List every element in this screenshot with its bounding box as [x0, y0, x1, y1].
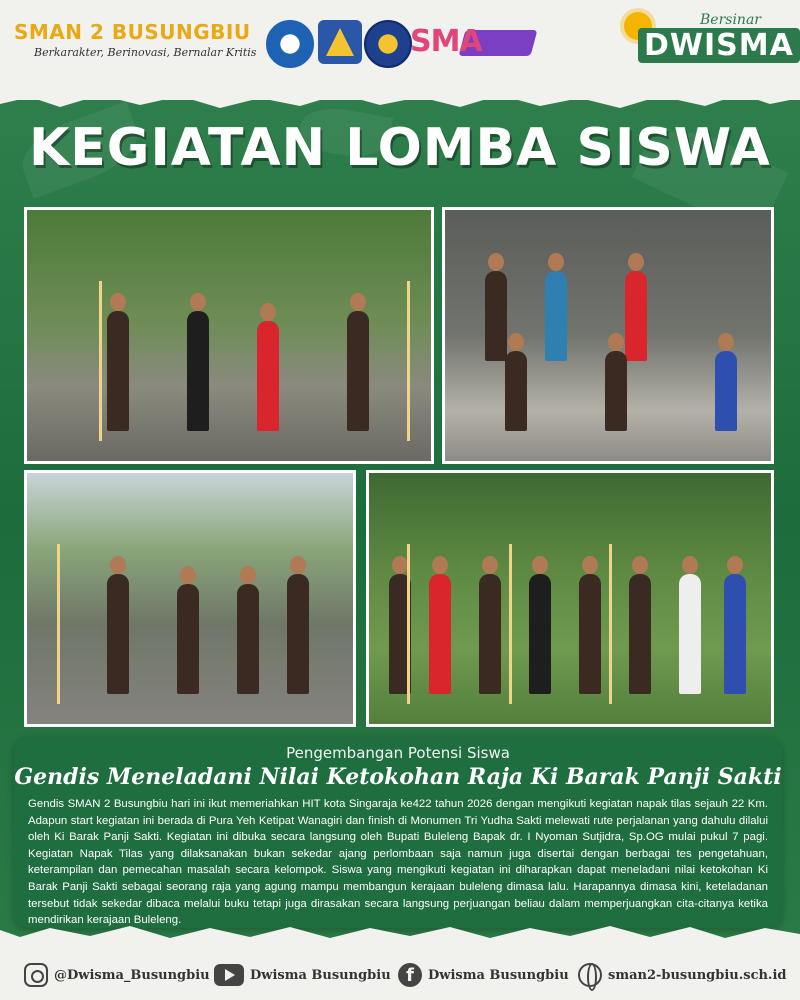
- article-card: [14, 738, 782, 928]
- article-body: Gendis SMAN 2 Busungbiu hari ini ikut memeriahkan HIT kota Singaraja ke422 tahun 2026 dengan mengikuti kegiatan napak tilas sejauh 22 Km. Adapun start kegiatan ini berada di Pura Yeh Ketipat Wanagiri dan finish di Monumen Tri Yudha Sakti melewati rute perjalanan yang dahulu dilalui oleh Ki Barak Panji Sakti. Kegiatan ini dibuka secara langsung oleh Bupati Buleleng Bapak dr. I Nyoman Sutjidra, Sp.OG mulai pukul 7 pagi. Kegiatan Napak Tilas yang dilaksanakan bukan sekedar ajang perlombaan saja namun juga disertai dengan berbagai tes pengetahuan, keterampilan dan pemecahan masalah secara kelompok. Siswa yang mengikuti kegiatan ini diharapkan dapat meneladani nilai ketokohan Ki Barak Panji Sakti sebagai seorang raja yang agung mampu membangun kerajaan buleleng dimasa lalu. Harapannya dimasa kini, keteladanan tersebut tidak sekedar dibaca melalui buku tetapi juga dirasakan secara langsung perjuangan beliau dalam memperjuangkan cita-citanya ketika mendirikan kerajaan Buleleng.: [28, 798, 768, 927]
- globe-icon: [578, 963, 602, 987]
- photo-group-road: [24, 207, 434, 464]
- instagram-link[interactable]: [24, 962, 210, 988]
- sma-badge-logo: [410, 24, 532, 62]
- website-url: sman2-busungbiu.sch.id: [608, 967, 787, 983]
- youtube-channel: Dwisma Busungbiu: [250, 967, 391, 983]
- page-title: KEGIATAN LOMBA SISWA: [28, 118, 772, 178]
- dwisma-brand-logo: [620, 8, 794, 68]
- school-tagline: Berkarakter, Berinovasi, Bernalar Kritis: [34, 46, 257, 59]
- facebook-page: Dwisma Busungbiu: [428, 967, 569, 983]
- facebook-link[interactable]: [398, 962, 569, 988]
- photo-group-street: [24, 470, 356, 727]
- brand-name: DWISMA: [638, 28, 800, 63]
- tut-wuri-logo: [266, 20, 314, 68]
- torn-paper-top: [0, 80, 800, 120]
- facebook-icon: f: [398, 963, 422, 987]
- youtube-icon: [214, 964, 244, 986]
- province-logo: [318, 20, 362, 64]
- school-name: SMAN 2 BUSUNGBIU: [14, 20, 251, 44]
- photo-group-field: [366, 470, 774, 727]
- website-link[interactable]: [578, 962, 787, 988]
- instagram-handle: @Dwisma_Busungbiu: [54, 967, 210, 983]
- article-title: Gendis Meneladani Nilai Ketokohan Raja Ki Barak Panji Sakti: [14, 764, 782, 790]
- sma-badge-text: SMA: [410, 24, 482, 59]
- brand-tagline: Bersinar: [700, 12, 761, 28]
- photo-group-monument: [442, 207, 774, 464]
- youtube-link[interactable]: [214, 962, 391, 988]
- instagram-icon: [24, 963, 48, 987]
- regency-logo: [364, 20, 412, 68]
- article-subtitle: Pengembangan Potensi Siswa: [286, 744, 510, 762]
